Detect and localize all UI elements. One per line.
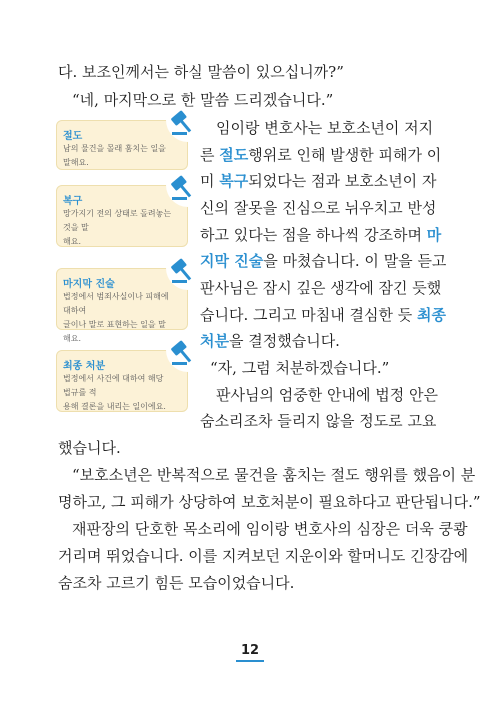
glossary-desc: 법정에서 사건에 대하여 해당 법규를 적 용해 결론을 내리는 일이에요. xyxy=(63,374,166,411)
body-line-6: 신의 잘못을 진심으로 뉘우치고 반성 xyxy=(200,199,437,217)
gavel-icon xyxy=(169,109,197,137)
gavel-icon xyxy=(169,174,197,202)
term-final-statement-start: 마 xyxy=(426,226,442,244)
term-restoration: 복구 xyxy=(219,172,249,190)
glossary-box-final-statement xyxy=(56,268,188,343)
page-number: 12 xyxy=(240,643,260,658)
glossary-term: 최종 처분 xyxy=(63,361,106,372)
body-line-8: 지막 진술을 마쳤습니다. 이 말을 듣고 xyxy=(200,252,447,270)
body-line-19: 거리며 뛰었습니다. 이를 지켜보던 지운이와 할머니도 긴장감에 xyxy=(58,547,469,565)
body-line-18: 재판장의 단호한 목소리에 임이랑 변호사의 심장은 더욱 쿵쾅 xyxy=(72,520,468,538)
body-line-4: 른 절도행위로 인해 발생한 피해가 이 xyxy=(200,146,442,164)
term-final-disposition: 처분 xyxy=(200,332,229,350)
term-final-disposition-start: 최종 xyxy=(416,306,446,324)
body-line-9: 판사님은 잠시 깊은 생각에 잠긴 듯했 xyxy=(200,279,442,297)
body-line-12: “자, 그럼 처분하겠습니다.” xyxy=(210,359,390,377)
page-number-underline xyxy=(236,660,264,662)
glossary-term: 마지막 진술 xyxy=(63,279,115,290)
glossary-box-restoration xyxy=(56,185,188,247)
body-line-20: 숨조차 고르기 힘든 모습이었습니다. xyxy=(58,574,295,592)
body-line-1: 다. 보조인께서는 하실 말씀이 있으십니까?” xyxy=(58,63,344,81)
body-line-3: 임이랑 변호사는 보호소년이 저지 xyxy=(216,119,434,137)
term-final-statement: 지막 진술 xyxy=(200,252,264,270)
gavel-icon xyxy=(169,339,197,367)
glossary-box-final-disposition xyxy=(56,350,188,412)
body-line-5: 미 복구되었다는 점과 보호소년이 자 xyxy=(200,172,437,190)
term-theft: 절도 xyxy=(219,146,249,164)
body-line-14: 숨소리조차 들리지 않을 정도로 고요 xyxy=(200,412,437,430)
glossary-term: 복구 xyxy=(63,196,83,207)
body-line-17: 명하고, 그 피해가 상당하여 보호처분이 필요하다고 판단됩니다.” xyxy=(58,493,481,511)
body-line-16: “보호소년은 반복적으로 물건을 훔치는 절도 행위를 했음이 분 xyxy=(72,466,476,484)
glossary-desc: 법정에서 범죄사실이나 피해에 대하여 글이나 말로 표현하는 일을 말해요. xyxy=(63,292,169,343)
glossary-desc: 망가지기 전의 상태로 돌려놓는 것을 말 해요. xyxy=(63,209,172,246)
body-line-15: 했습니다. xyxy=(58,439,121,457)
body-line-13: 판사님의 엄중한 안내에 법정 안은 xyxy=(216,386,438,404)
body-line-7: 하고 있다는 점을 하나씩 강조하며 마 xyxy=(200,226,442,244)
glossary-box-theft xyxy=(56,120,188,170)
body-line-10: 습니다. 그리고 마침내 결심한 듯 최종 xyxy=(200,306,446,324)
body-line-2: “네, 마지막으로 한 말씀 드리겠습니다.” xyxy=(72,91,334,109)
gavel-icon xyxy=(169,257,197,285)
glossary-desc: 남의 물건을 몰래 훔치는 일을 말해요. xyxy=(63,144,166,167)
glossary-term: 절도 xyxy=(63,131,83,142)
body-line-11: 처분을 결정했습니다. xyxy=(200,332,340,350)
